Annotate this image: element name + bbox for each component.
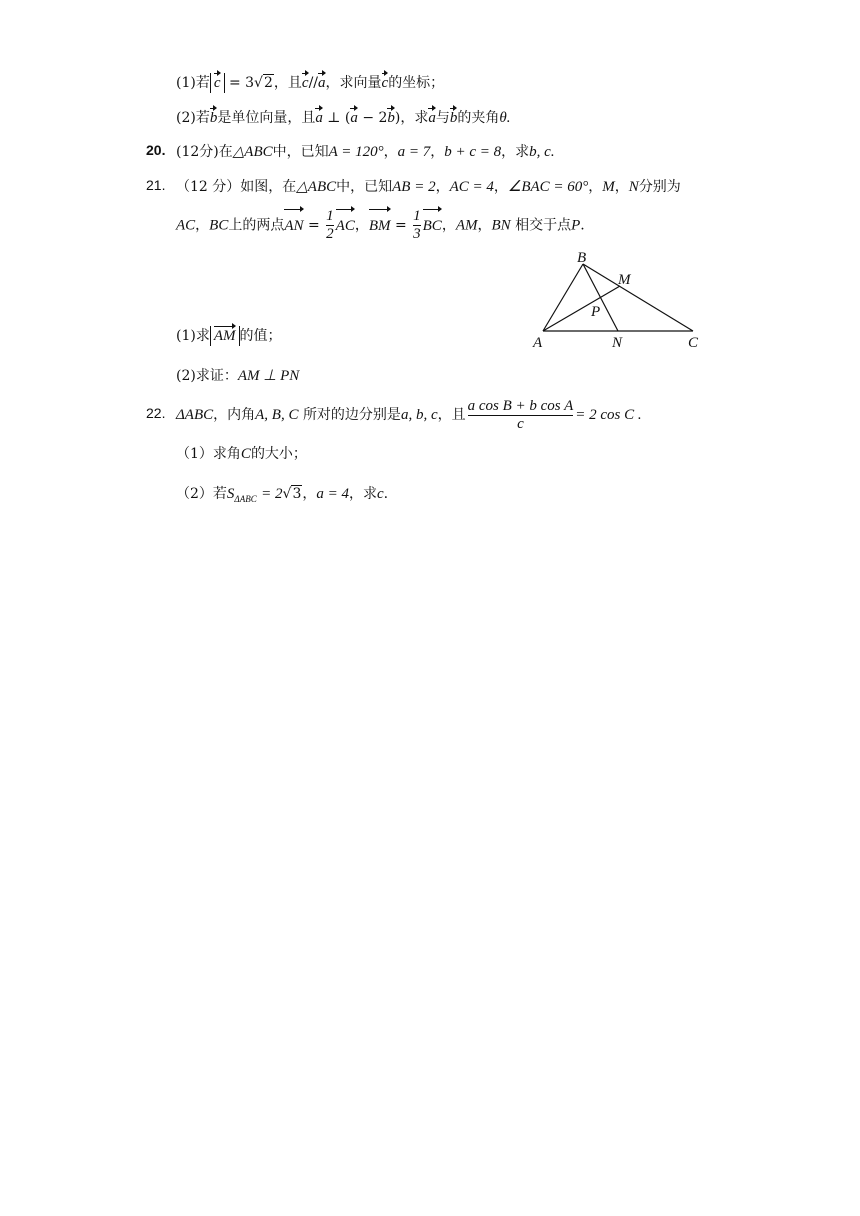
segment-am	[543, 286, 620, 331]
condition: a = 7	[397, 144, 431, 160]
num: a cos B + b cos A	[467, 397, 574, 414]
text: ，求向量	[325, 75, 382, 91]
text: 若	[195, 110, 210, 126]
text: （12 分）如图，在	[176, 179, 297, 195]
text: 求	[363, 486, 377, 502]
num: 1	[413, 208, 421, 224]
label-m: M	[618, 272, 631, 288]
edge-ab	[543, 264, 583, 331]
text: 中，已知	[272, 144, 329, 160]
text: ，且	[437, 407, 466, 423]
theta: θ.	[499, 110, 511, 126]
text: 上的两点	[228, 217, 285, 234]
q19-part1: (1)若 c = 3√2，且c//a，求向量c的坐标；	[176, 75, 445, 91]
variable: c	[377, 486, 384, 502]
expression: AM ⊥ PN	[237, 368, 300, 384]
part-label: (2)	[176, 368, 196, 384]
segment: AM	[455, 217, 478, 234]
point: N	[628, 179, 639, 195]
question-number: 22.	[146, 405, 166, 421]
area-symbol: S	[226, 486, 235, 502]
targets: b, c.	[529, 144, 555, 160]
segment: BN	[491, 217, 511, 234]
condition: ∠BAC = 60°	[507, 179, 589, 195]
vector-bm: BM	[369, 209, 391, 243]
sides: a, b, c	[400, 407, 438, 423]
triangle-figure	[528, 246, 728, 356]
part-label: （1）	[176, 446, 213, 462]
variable: C	[240, 446, 251, 462]
text: 的坐标；	[388, 75, 445, 91]
angles: A, B, C	[255, 407, 299, 423]
q21-part2	[176, 366, 299, 386]
den: c	[468, 415, 574, 433]
den: 2	[326, 226, 334, 242]
q19-part2: (2)若b是单位向量，且a ⊥ (a − 2b)，求a与b的夹角θ.	[176, 110, 511, 126]
value: = 2	[261, 486, 283, 502]
text: ，且	[273, 75, 302, 91]
text: 求	[195, 328, 210, 344]
vector-ac: AC	[336, 209, 355, 243]
vector-an: AN	[284, 209, 303, 243]
part-label: （2）	[176, 486, 213, 502]
text: 的大小；	[250, 446, 307, 462]
point: P	[571, 217, 581, 234]
label-a: A	[533, 335, 543, 351]
condition: AB = 2	[392, 179, 436, 195]
text: 求证：	[195, 368, 238, 384]
segment: BC	[209, 217, 229, 234]
label-n: N	[612, 335, 623, 351]
vector-bc: BC	[423, 209, 442, 243]
triangle: ΔABC	[176, 407, 214, 423]
vector-am: AM	[213, 328, 236, 344]
fraction-third	[413, 208, 421, 243]
triangle: △ABC	[232, 144, 273, 160]
den: 3	[413, 226, 421, 242]
q22-part1	[176, 444, 307, 464]
part-label: (1)	[176, 328, 196, 344]
text: 若	[212, 486, 227, 502]
condition: b + c = 8	[444, 144, 502, 160]
text: .	[383, 486, 389, 502]
text: ，求	[400, 110, 429, 126]
radicand: 3	[292, 486, 302, 502]
q20-text: (12分)在△ABC中，已知A = 120°，a = 7，b + c = 8，求b, c.	[176, 144, 555, 160]
text: 是单位向量，且	[217, 110, 316, 126]
text: 的夹角	[457, 110, 500, 126]
text: 分别为	[638, 179, 681, 195]
text: ，内角	[213, 407, 256, 423]
text: 中，已知	[336, 179, 393, 195]
text: 的值；	[239, 328, 282, 344]
label-p: P	[591, 304, 601, 320]
q22-part2: （2）若$S_{\Delta ABC} = 2√3$，a = 4，求c.	[176, 486, 389, 504]
triangle: △ABC	[296, 179, 337, 195]
text: 求角	[212, 446, 241, 462]
question-number: 21.	[146, 177, 166, 193]
text: (12分)在	[176, 144, 233, 160]
cos-fraction	[468, 398, 574, 433]
text: 相交于点	[515, 217, 572, 234]
abs-am	[210, 326, 240, 346]
question-number: 20.	[146, 142, 166, 158]
part-label: (1)	[176, 75, 196, 91]
text: 所对的边分别是	[302, 407, 401, 423]
area-subscript: ΔABC	[234, 493, 257, 504]
point: M	[602, 179, 615, 195]
label-c: C	[688, 335, 699, 351]
condition: AC = 4	[449, 179, 494, 195]
q21-part1	[176, 326, 282, 346]
part-label: (2)	[176, 110, 196, 126]
fraction-half	[326, 208, 334, 243]
q21-line2: AC，BC上的两点AN = $\frac{1}{2}$ AC，BM = $\frac{1}{3}$ BC，AM，BN 相交于点P.	[176, 208, 585, 242]
q22-text	[176, 396, 642, 434]
segment: AC	[176, 217, 196, 234]
condition: A = 120°	[328, 144, 384, 160]
abs-c: c	[210, 73, 225, 93]
text: 若	[195, 75, 210, 91]
text: 求	[515, 144, 530, 160]
rhs: = 2 cos C .	[575, 407, 642, 423]
text: 与	[435, 110, 450, 126]
label-b: B	[577, 250, 587, 266]
q21-line1: （12 分）如图，在△ABC中，已知AB = 2，AC = 4，∠BAC = 60°，M，N分别为	[176, 179, 681, 195]
condition: a = 4	[316, 486, 349, 502]
num: 1	[326, 208, 334, 224]
